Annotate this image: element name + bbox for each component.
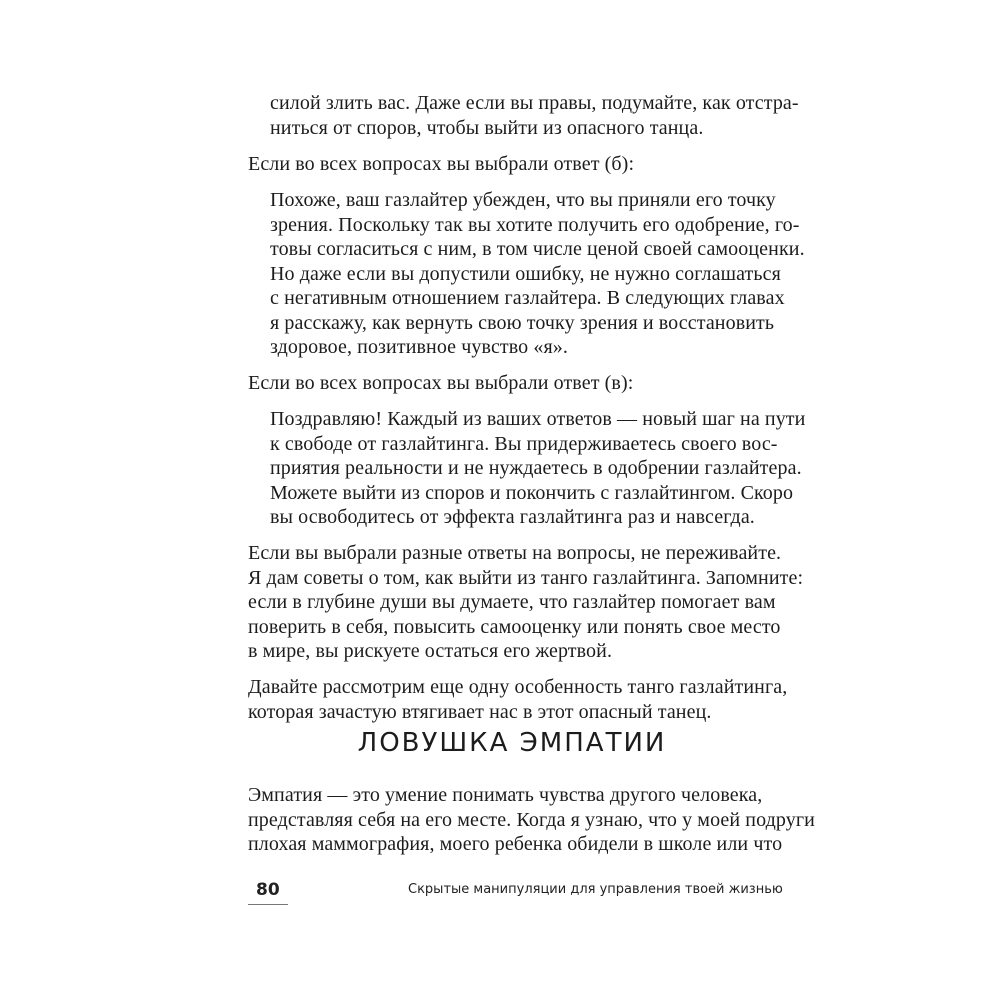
text-line: Если вы выбрали разные ответы на вопросы, не переживайте.	[248, 542, 782, 564]
text-line: Эмпатия — это умение понимать чувства другого человека,	[248, 784, 763, 806]
page-number: 80	[256, 880, 280, 900]
text-line: Можете выйти из споров и покончить с газлайтингом. Скоро	[270, 482, 794, 504]
section-heading: ЛОВУШКА ЭМПАТИИ	[357, 728, 667, 758]
text-line: я расскажу, как вернуть свою точку зрения и восстановить	[270, 312, 775, 334]
text-line: Если во всех вопросах вы выбрали ответ (б):	[248, 153, 635, 175]
text-line: Давайте рассмотрим еще одну особенность танго газлайтинга,	[248, 676, 788, 698]
text-line: приятия реальности и не нуждаетесь в одобрении газлайтера.	[270, 457, 802, 479]
text-line: Если во всех вопросах вы выбрали ответ (в):	[248, 372, 634, 394]
text-line: Похоже, ваш газлайтер убежден, что вы приняли его точку	[270, 189, 776, 211]
text-line: к свободе от газлайтинга. Вы придерживаетесь своего вос-	[270, 433, 778, 455]
text-line: в мире, вы рискуете остаться его жертвой.	[248, 640, 613, 662]
text-line: товы согласиться с ним, в том числе ценой своей самооценки.	[270, 238, 805, 260]
text-line: силой злить вас. Даже если вы правы, подумайте, как отстра-	[270, 92, 799, 114]
text-line: зрения. Поскольку так вы хотите получить его одобрение, го-	[270, 214, 800, 236]
text-line: Я дам советы о том, как выйти из танго газлайтинга. Запомните:	[248, 567, 804, 589]
page-number-underline	[248, 904, 288, 905]
text-line: здоровое, позитивное чувство «я».	[270, 336, 568, 358]
text-line: Поздравляю! Каждый из ваших ответов — новый шаг на пути	[270, 408, 806, 430]
text-line: с негативным отношением газлайтера. В следующих главах	[270, 287, 785, 309]
text-line: представляя себя на его месте. Когда я узнаю, что у моей подруги	[248, 809, 815, 831]
text-line: ниться от споров, чтобы выйти из опасного танца.	[270, 117, 704, 139]
text-line: Но даже если вы допустили ошибку, не нужно соглашаться	[270, 263, 781, 285]
text-line: поверить в себя, повысить самооценку или понять свое место	[248, 616, 781, 638]
running-footer-title: Скрытые манипуляции для управления твоей жизнью	[408, 882, 783, 897]
text-line: вы освободитесь от эффекта газлайтинга раз и навсегда.	[270, 506, 755, 528]
text-line: которая зачастую втягивает нас в этот опасный танец.	[248, 701, 712, 723]
text-line: плохая маммография, моего ребенка обидели в школе или что	[248, 833, 783, 855]
text-line: если в глубине души вы думаете, что газлайтер помогает вам	[248, 591, 776, 613]
